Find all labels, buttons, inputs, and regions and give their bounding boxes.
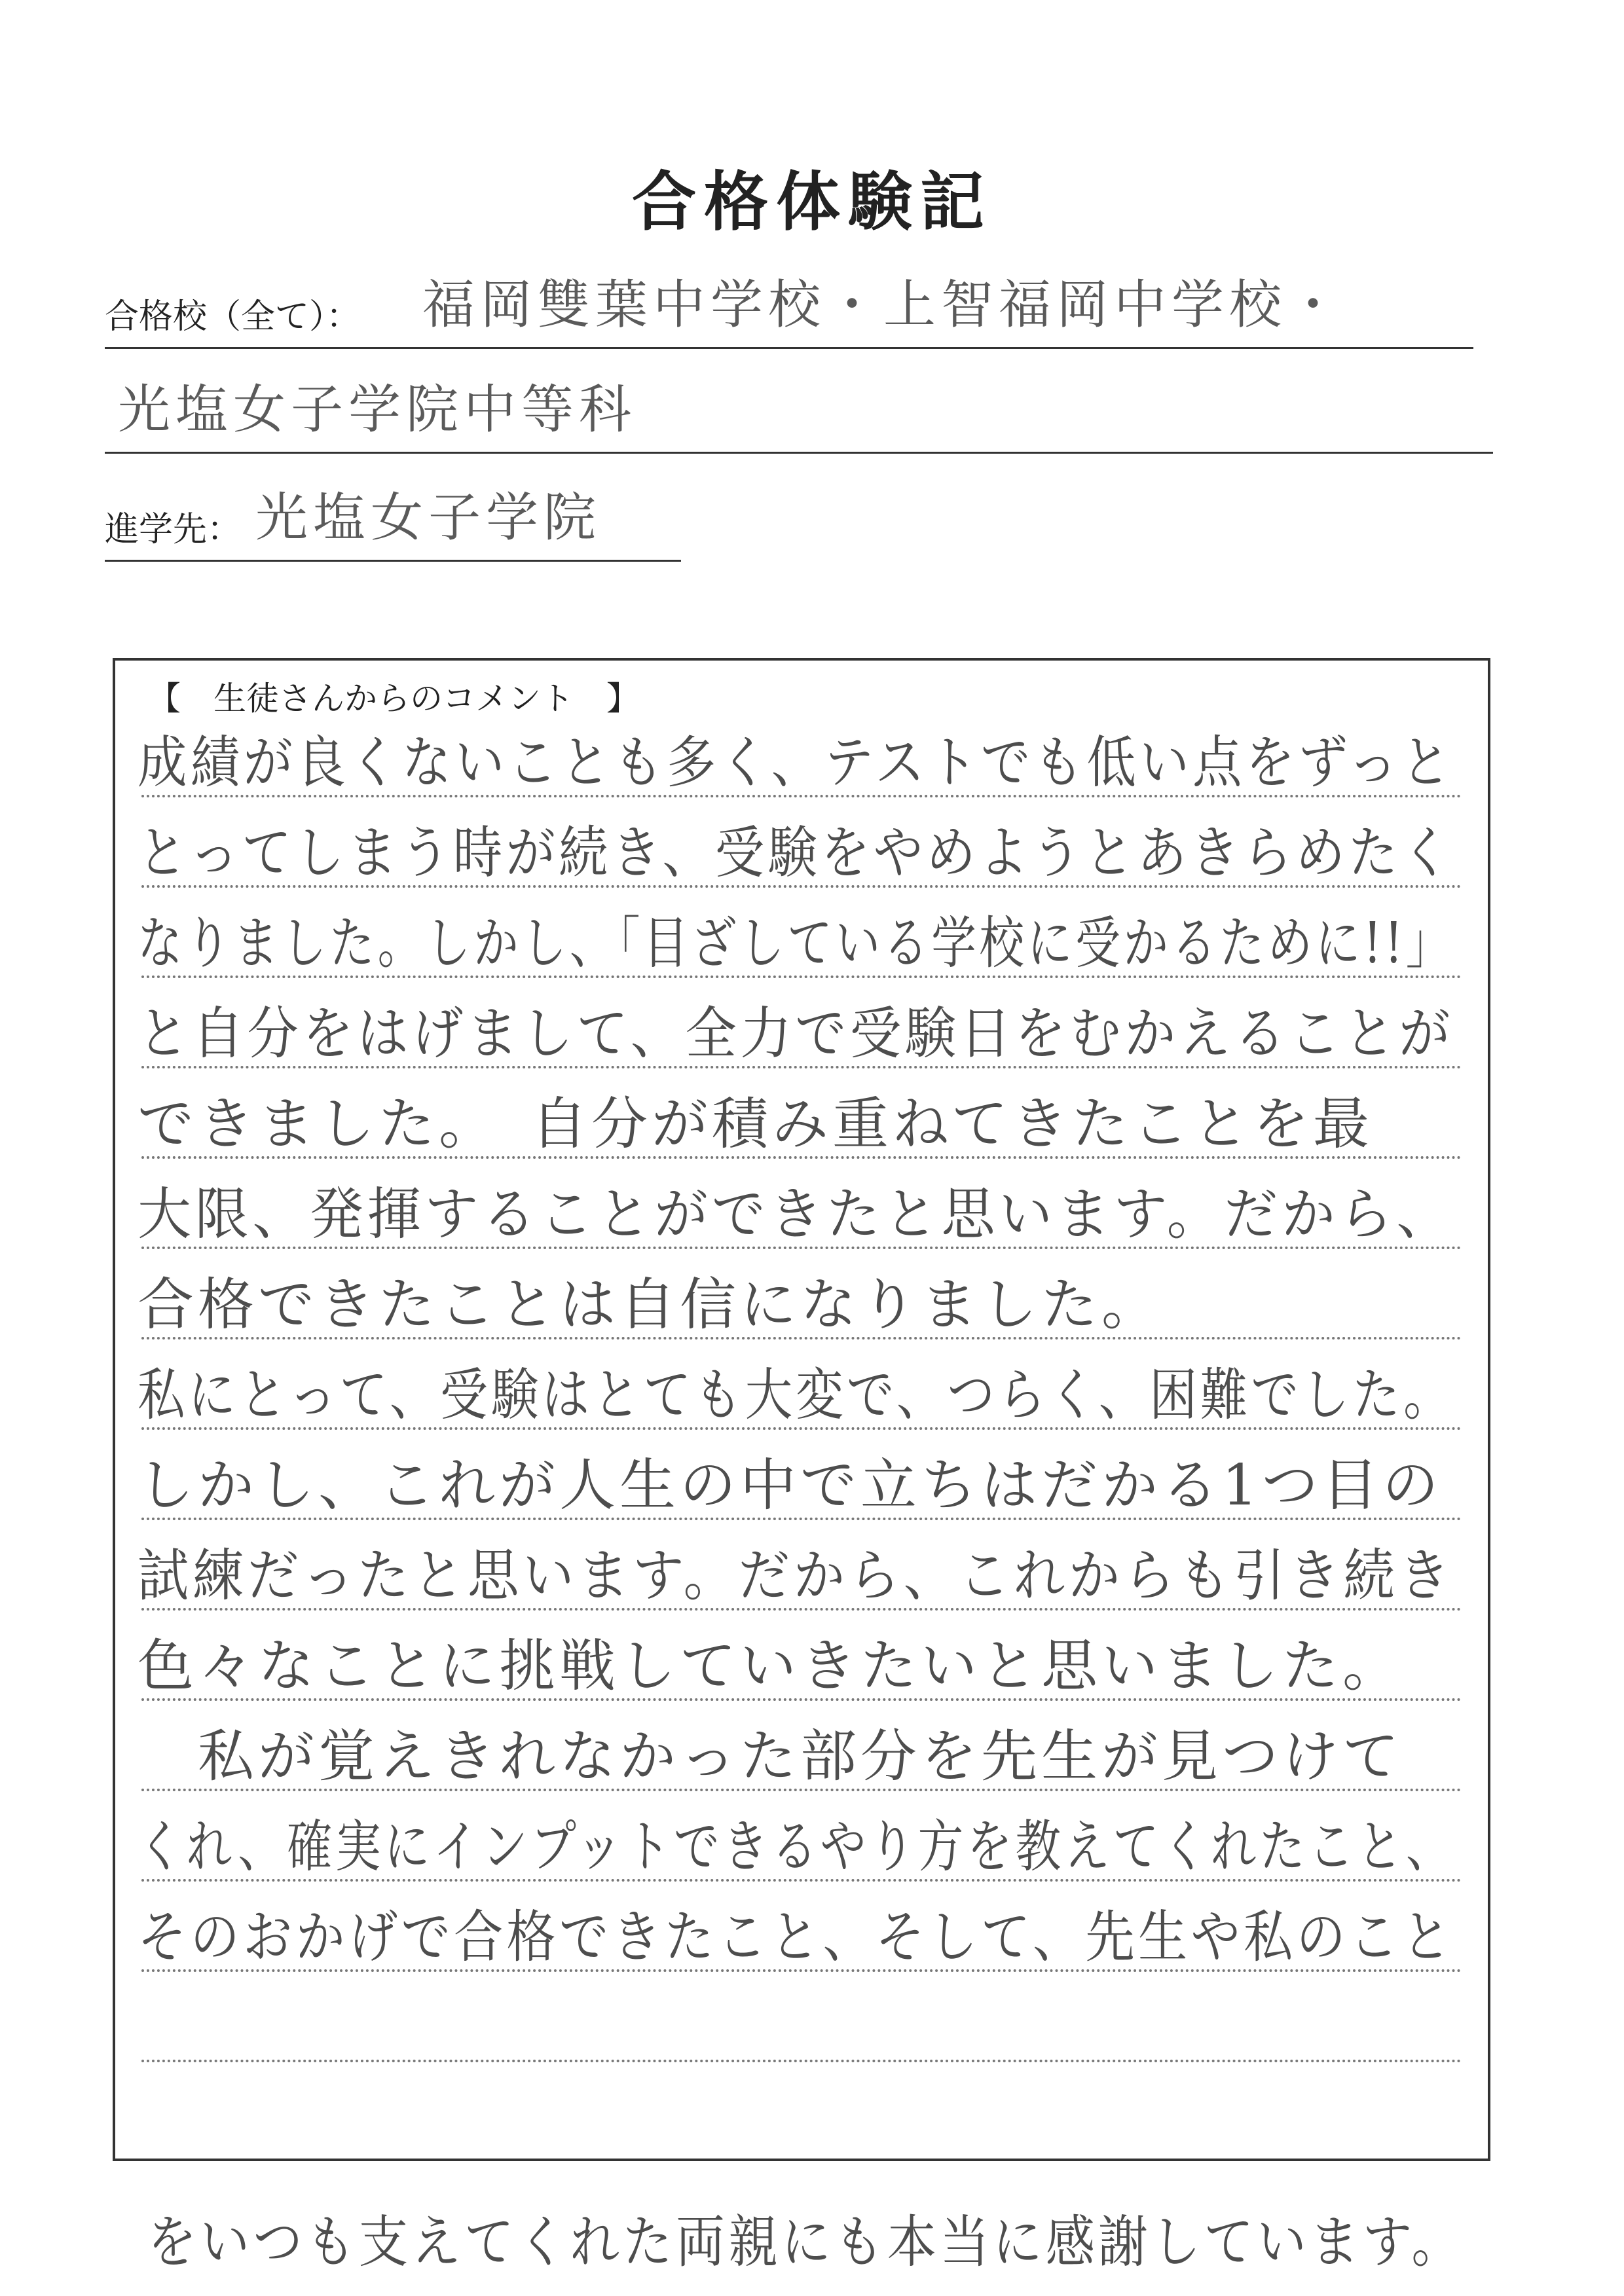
comment-line: しかし、これが人生の中で立ちはだかる1つ目の bbox=[138, 1453, 1443, 1518]
destination-value: 光塩女子学院 bbox=[255, 487, 601, 548]
comment-line: 大限、発揮することができたと思います。だから、 bbox=[138, 1182, 1454, 1247]
comment-line: できました。 自分が積み重ねてきたことを最 bbox=[138, 1091, 1373, 1157]
destination-row bbox=[105, 488, 681, 562]
comment-line: 合格できたことは自信になりました。 bbox=[138, 1272, 1162, 1338]
comment-line: をいつも支えてくれた両親にも本当に感謝しています。 bbox=[147, 2210, 1465, 2275]
passed-schools-value-line1: 福岡雙葉中学校・上智福岡中学校・ bbox=[422, 274, 1344, 335]
comment-line: そのおかげで合格できたこと、そして、先生や私のこと bbox=[138, 1904, 1454, 1970]
passed-schools-row bbox=[105, 275, 1473, 349]
comment-line: くれ、確実にインプットできるやり方を教えてくれたこと、 bbox=[138, 1814, 1455, 1880]
passed-schools-row-2 bbox=[105, 380, 1493, 454]
page-title: 合格体験記 bbox=[631, 165, 992, 240]
comment-line: 色々なことに挑戦していきたいと思いました。 bbox=[138, 1633, 1403, 1699]
comment-line: 試練だったと思います。だから、これからも引き続き bbox=[138, 1543, 1454, 1609]
comment-line: なりました。しかし、「目ざしている学校に受かるために!!」 bbox=[138, 911, 1454, 976]
destination-label: 進学先： bbox=[105, 510, 242, 549]
ruled-line bbox=[141, 2060, 1462, 2062]
passed-schools-value-line2: 光塩女子学院中等科 bbox=[118, 379, 637, 440]
comment-line: 私が覚えきれなかった部分を先生が見つけて bbox=[138, 1724, 1403, 1789]
comment-line: とってしまう時が続き、受験をやめようとあきらめたく bbox=[138, 820, 1454, 886]
comment-line: 私にとって、受験はとても大変で、つらく、困難でした。 bbox=[138, 1362, 1454, 1428]
comment-line: と自分をはげまして、全力で受験日をむかえることが bbox=[138, 1001, 1454, 1066]
comment-header: 【 生徒さんからのコメント 】 bbox=[148, 680, 639, 718]
comment-line: 成績が良くないことも多く、テストでも低い点をずっと bbox=[138, 730, 1454, 795]
passed-schools-label: 合格校（全て）： bbox=[105, 297, 361, 337]
